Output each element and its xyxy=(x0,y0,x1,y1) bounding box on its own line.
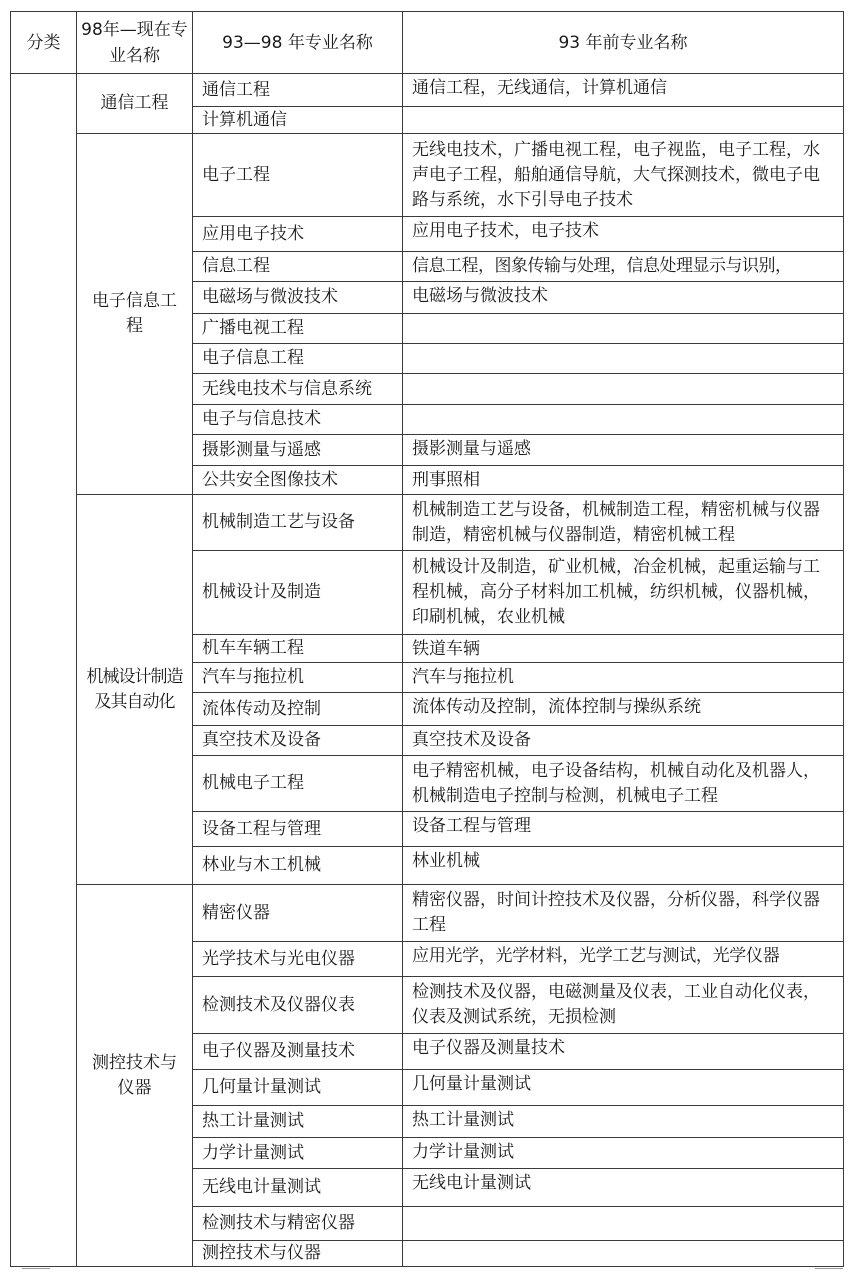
old-name: 热工计量测试 xyxy=(403,1106,844,1138)
mid-name: 电子工程 xyxy=(193,134,403,217)
mid-name: 汽车与拖拉机 xyxy=(193,663,403,693)
old-name: 摄影测量与遥感 xyxy=(403,435,844,466)
table-row xyxy=(11,134,844,217)
mid-name: 电子仪器及测量技术 xyxy=(193,1034,403,1070)
old-name xyxy=(403,405,844,435)
old-name: 电磁场与微波技术 xyxy=(403,282,844,314)
mid-name: 电子与信息技术 xyxy=(193,405,403,435)
old-name: 刑事照相 xyxy=(403,466,844,495)
table-row xyxy=(11,74,844,107)
old-name: 真空技术及设备 xyxy=(403,726,844,756)
old-name: 林业机械 xyxy=(403,847,844,885)
mid-name: 测控技术与仪器 xyxy=(193,1241,403,1267)
old-name: 流体传动及控制，流体控制与操纵系统 xyxy=(403,693,844,726)
old-name: 机械设计及制造，矿业机械，冶金机械，起重运输与工程机械，高分子材料加工机械，纺织机械，仪器机械，印刷机械，农业机械 xyxy=(403,551,844,635)
mid-name: 检测技术与精密仪器 xyxy=(193,1207,403,1241)
old-name xyxy=(403,1241,844,1267)
mid-name: 公共安全图像技术 xyxy=(193,466,403,495)
old-name: 汽车与拖拉机 xyxy=(403,663,844,693)
table-row xyxy=(11,885,844,942)
old-name xyxy=(403,374,844,405)
group-name: 测控技术与仪器 xyxy=(77,885,193,1267)
mid-name: 真空技术及设备 xyxy=(193,726,403,756)
group-name: 通信工程 xyxy=(77,74,193,134)
old-name: 通信工程，无线通信，计算机通信 xyxy=(403,74,844,107)
old-name: 电子精密机械，电子设备结构，机械自动化及机器人，机械制造电子控制与检测，机械电子工程 xyxy=(403,756,844,812)
old-name: 无线电技术，广播电视工程，电子视监，电子工程，水声电子工程，船舶通信导航，大气探测技术，微电子电路与系统，水下引导电子技术 xyxy=(403,134,844,217)
old-name: 无线电计量测试 xyxy=(403,1169,844,1207)
mid-name: 力学计量测试 xyxy=(193,1138,403,1169)
mid-name: 信息工程 xyxy=(193,252,403,282)
mid-name: 无线电计量测试 xyxy=(193,1169,403,1207)
old-name: 检测技术及仪器，电磁测量及仪表，工业自动化仪表，仪表及测试系统，无损检测 xyxy=(403,977,844,1034)
mid-name: 计算机通信 xyxy=(193,107,403,134)
old-name: 电子仪器及测量技术 xyxy=(403,1034,844,1070)
group-name: 电子信息工程 xyxy=(77,134,193,495)
header-current-name: 98年—现在专业名称 xyxy=(77,12,193,74)
table-row xyxy=(11,495,844,551)
old-name: 应用电子技术，电子技术 xyxy=(403,217,844,252)
old-name: 应用光学，光学材料，光学工艺与测试，光学仪器 xyxy=(403,942,844,977)
category-cell xyxy=(11,74,77,1267)
mid-name: 热工计量测试 xyxy=(193,1106,403,1138)
mid-name: 光学技术与光电仪器 xyxy=(193,942,403,977)
old-name xyxy=(403,107,844,134)
old-name: 信息工程，图象传输与处理，信息处理显示与识别， xyxy=(403,252,844,282)
old-name: 力学计量测试 xyxy=(403,1138,844,1169)
mid-name: 设备工程与管理 xyxy=(193,812,403,847)
header-pre-93-name: 93 年前专业名称 xyxy=(403,12,844,74)
header-category: 分类 xyxy=(11,12,77,74)
mid-name: 几何量计量测试 xyxy=(193,1070,403,1106)
table-body xyxy=(11,74,844,1267)
header-93-98-name: 93—98 年专业名称 xyxy=(193,12,403,74)
old-name: 铁道车辆 xyxy=(403,635,844,663)
mid-name: 无线电技术与信息系统 xyxy=(193,374,403,405)
mid-name: 机械制造工艺与设备 xyxy=(193,495,403,551)
mid-name: 流体传动及控制 xyxy=(193,693,403,726)
mid-name: 电子信息工程 xyxy=(193,344,403,374)
header-row xyxy=(11,12,844,74)
mid-name: 机车车辆工程 xyxy=(193,635,403,663)
old-name xyxy=(403,1207,844,1241)
group-name: 机械设计制造及其自动化 xyxy=(77,495,193,885)
mid-name: 应用电子技术 xyxy=(193,217,403,252)
page-edge-left xyxy=(22,1268,50,1269)
old-name: 几何量计量测试 xyxy=(403,1070,844,1106)
mid-name: 精密仪器 xyxy=(193,885,403,942)
mid-name: 机械设计及制造 xyxy=(193,551,403,635)
old-name xyxy=(403,314,844,344)
mid-name: 机械电子工程 xyxy=(193,756,403,812)
mid-name: 摄影测量与遥感 xyxy=(193,435,403,466)
major-mapping-table xyxy=(10,11,844,1267)
mid-name: 检测技术及仪器仪表 xyxy=(193,977,403,1034)
old-name xyxy=(403,344,844,374)
page-edge-right xyxy=(815,1268,843,1269)
old-name: 机械制造工艺与设备，机械制造工程，精密机械与仪器制造，精密机械与仪器制造，精密机械工程 xyxy=(403,495,844,551)
old-name: 设备工程与管理 xyxy=(403,812,844,847)
mid-name: 电磁场与微波技术 xyxy=(193,282,403,314)
old-name: 精密仪器，时间计控技术及仪器，分析仪器，科学仪器工程 xyxy=(403,885,844,942)
mid-name: 通信工程 xyxy=(193,74,403,107)
mid-name: 广播电视工程 xyxy=(193,314,403,344)
mid-name: 林业与木工机械 xyxy=(193,847,403,885)
